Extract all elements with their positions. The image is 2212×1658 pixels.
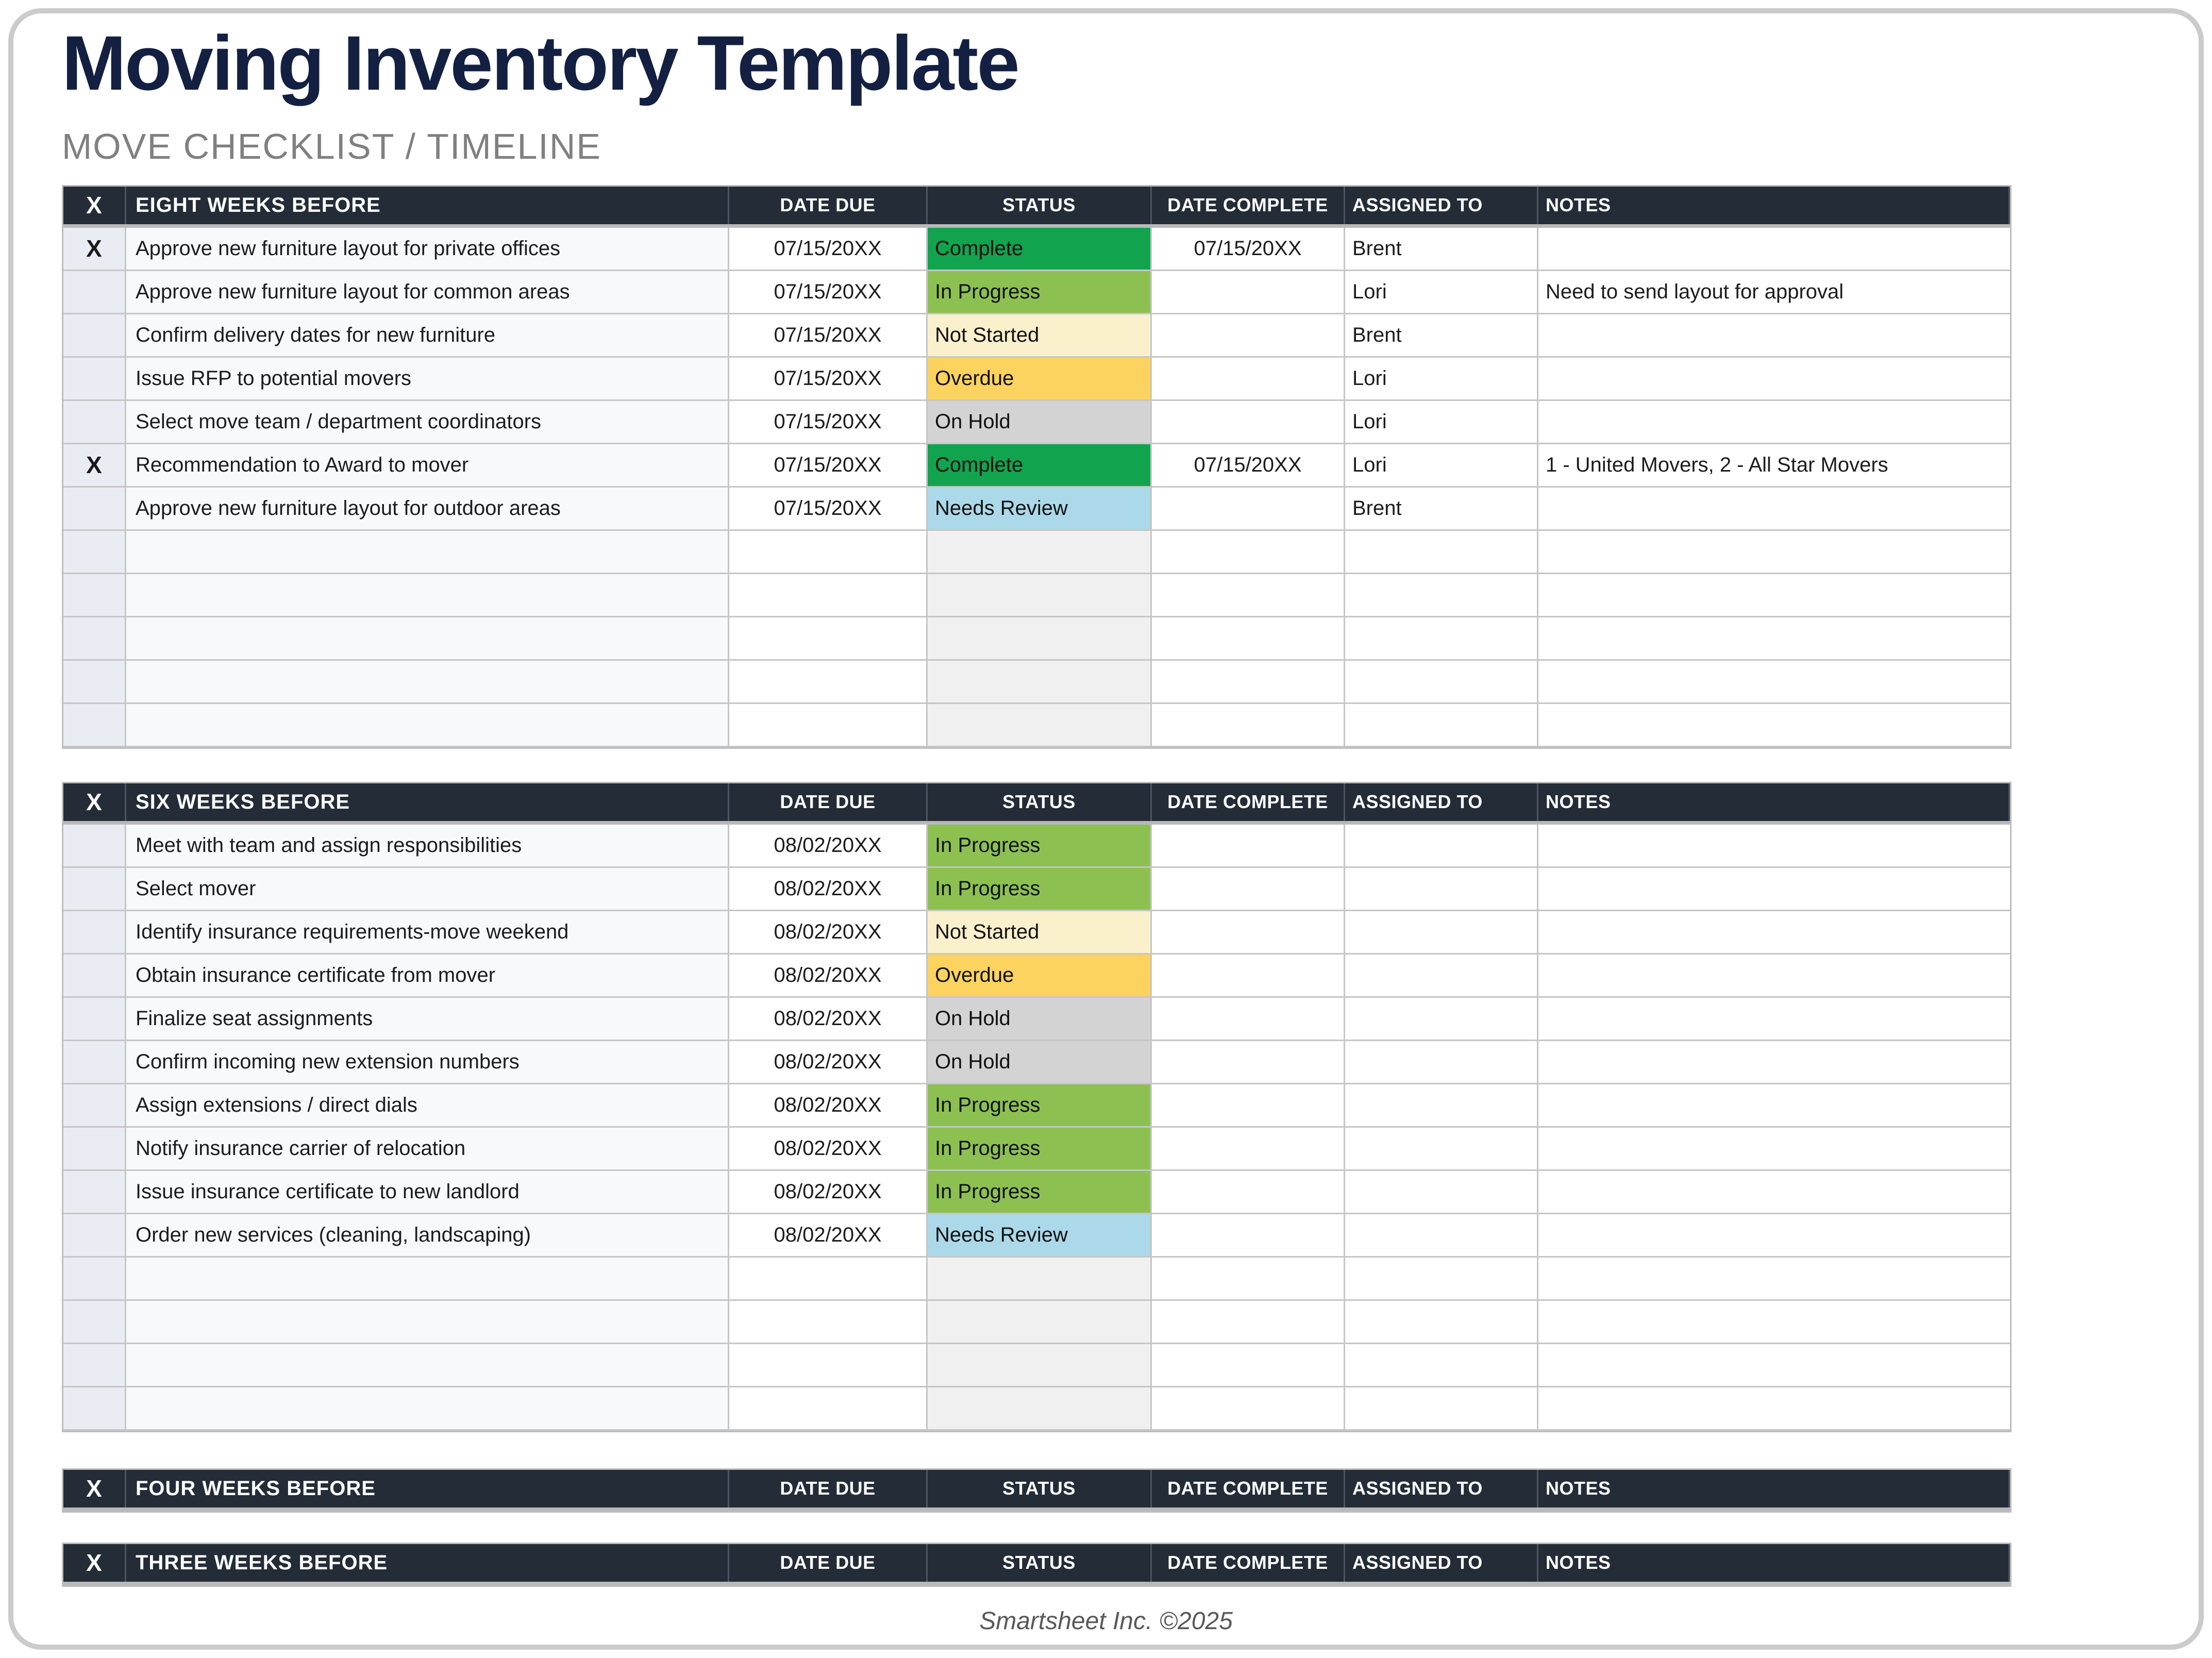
notes-cell[interactable]: [1538, 617, 2010, 661]
status-cell[interactable]: [928, 617, 1152, 661]
date-complete-cell[interactable]: [1152, 401, 1345, 444]
date-complete-cell[interactable]: [1152, 1387, 1345, 1431]
date-due-cell[interactable]: [729, 617, 928, 661]
header-assigned-to: ASSIGNED TO: [1345, 1544, 1538, 1582]
header-status: STATUS: [928, 187, 1152, 224]
section-table-three-weeks-before: [62, 1543, 2012, 1587]
header-x-cell: X: [63, 187, 126, 224]
date-complete-cell[interactable]: [1152, 954, 1345, 998]
row-x-cell[interactable]: [63, 661, 126, 704]
footer-credit: Smartsheet Inc. ©2025: [979, 1607, 1233, 1635]
status-cell[interactable]: Not Started: [928, 911, 1152, 954]
task-cell[interactable]: [126, 661, 729, 704]
row-x-cell[interactable]: [63, 704, 126, 747]
status-cell[interactable]: Overdue: [928, 358, 1152, 401]
task-cell[interactable]: [126, 1387, 729, 1431]
date-due-cell[interactable]: 07/15/20XX: [729, 401, 928, 444]
task-cell[interactable]: Notify insurance carrier of relocation: [126, 1128, 729, 1171]
header-date-due: DATE DUE: [729, 1544, 928, 1582]
date-due-cell[interactable]: 07/15/20XX: [729, 271, 928, 314]
date-complete-cell[interactable]: [1152, 704, 1345, 747]
date-due-cell[interactable]: 08/02/20XX: [729, 1128, 928, 1171]
task-cell[interactable]: Identify insurance requirements-move weekend: [126, 911, 729, 954]
status-cell[interactable]: [928, 531, 1152, 574]
header-date-complete: DATE COMPLETE: [1152, 1544, 1345, 1582]
notes-cell[interactable]: [1538, 314, 2010, 358]
status-cell[interactable]: [928, 1301, 1152, 1344]
assigned-to-cell[interactable]: Lori: [1345, 444, 1538, 488]
row-x-cell[interactable]: [63, 401, 126, 444]
notes-cell[interactable]: [1538, 868, 2010, 911]
status-cell[interactable]: In Progress: [928, 1084, 1152, 1128]
page-subtitle: MOVE CHECKLIST / TIMELINE: [62, 126, 602, 166]
assigned-to-cell[interactable]: [1345, 1214, 1538, 1258]
page-content: [13, 13, 2199, 1587]
date-complete-cell[interactable]: [1152, 868, 1345, 911]
status-cell[interactable]: [928, 1258, 1152, 1301]
notes-cell[interactable]: [1538, 1344, 2010, 1387]
row-x-cell[interactable]: [63, 1258, 126, 1301]
task-cell[interactable]: Select move team / department coordinators: [126, 401, 729, 444]
status-cell[interactable]: [928, 1344, 1152, 1387]
notes-cell[interactable]: [1538, 1387, 2010, 1431]
assigned-to-cell[interactable]: Lori: [1345, 271, 1538, 314]
assigned-to-cell[interactable]: Brent: [1345, 228, 1538, 271]
header-status: STATUS: [928, 1544, 1152, 1582]
notes-cell[interactable]: [1538, 998, 2010, 1041]
row-x-cell[interactable]: [63, 358, 126, 401]
status-cell[interactable]: Needs Review: [928, 488, 1152, 531]
date-complete-cell[interactable]: 07/15/20XX: [1152, 228, 1345, 271]
row-x-cell[interactable]: [63, 271, 126, 314]
date-complete-cell[interactable]: [1152, 1171, 1345, 1214]
header-notes: NOTES: [1538, 1544, 2010, 1582]
status-cell[interactable]: In Progress: [928, 271, 1152, 314]
task-cell[interactable]: Approve new furniture layout for private offices: [126, 228, 729, 271]
task-row: [63, 1171, 2010, 1214]
table-header-row: [63, 187, 2010, 228]
row-x-cell[interactable]: [63, 1301, 126, 1344]
assigned-to-cell[interactable]: [1345, 574, 1538, 617]
header-date-complete: DATE COMPLETE: [1152, 783, 1345, 821]
task-cell[interactable]: Issue insurance certificate to new landlord: [126, 1171, 729, 1214]
assigned-to-cell[interactable]: [1345, 1258, 1538, 1301]
task-cell[interactable]: [126, 531, 729, 574]
date-due-cell[interactable]: 08/02/20XX: [729, 1041, 928, 1084]
status-cell[interactable]: Overdue: [928, 954, 1152, 998]
status-cell[interactable]: [928, 1387, 1152, 1431]
date-due-cell[interactable]: 08/02/20XX: [729, 1084, 928, 1128]
date-complete-cell[interactable]: [1152, 1084, 1345, 1128]
notes-cell[interactable]: [1538, 954, 2010, 998]
notes-cell[interactable]: [1538, 531, 2010, 574]
notes-cell[interactable]: [1538, 574, 2010, 617]
task-cell[interactable]: Approve new furniture layout for common areas: [126, 271, 729, 314]
header-date-due: DATE DUE: [729, 1470, 928, 1508]
status-cell[interactable]: [928, 704, 1152, 747]
status-cell[interactable]: In Progress: [928, 1171, 1152, 1214]
notes-cell[interactable]: [1538, 911, 2010, 954]
date-due-cell[interactable]: [729, 1344, 928, 1387]
date-due-cell[interactable]: 07/15/20XX: [729, 314, 928, 358]
row-x-cell[interactable]: X: [63, 228, 126, 271]
header-notes: NOTES: [1538, 1470, 2010, 1508]
header-assigned-to: ASSIGNED TO: [1345, 187, 1538, 224]
task-row: [63, 825, 2010, 868]
header-date-due: DATE DUE: [729, 187, 928, 224]
date-complete-cell[interactable]: [1152, 998, 1345, 1041]
assigned-to-cell[interactable]: [1345, 1344, 1538, 1387]
assigned-to-cell[interactable]: Brent: [1345, 314, 1538, 358]
date-due-cell[interactable]: 08/02/20XX: [729, 954, 928, 998]
date-complete-cell[interactable]: [1152, 574, 1345, 617]
task-row: [63, 271, 2010, 314]
task-cell[interactable]: Recommendation to Award to mover: [126, 444, 729, 488]
row-x-cell[interactable]: [63, 1041, 126, 1084]
status-cell[interactable]: On Hold: [928, 1041, 1152, 1084]
task-row: [63, 1128, 2010, 1171]
empty-row: [63, 1258, 2010, 1301]
task-row: [63, 314, 2010, 358]
date-due-cell[interactable]: 08/02/20XX: [729, 1171, 928, 1214]
row-x-cell[interactable]: [63, 1171, 126, 1214]
row-x-cell[interactable]: [63, 488, 126, 531]
notes-cell[interactable]: 1 - United Movers, 2 - All Star Movers: [1538, 444, 2010, 488]
date-due-cell[interactable]: [729, 1301, 928, 1344]
empty-row: [63, 574, 2010, 617]
table-header-row: [63, 783, 2010, 825]
status-cell[interactable]: On Hold: [928, 401, 1152, 444]
assigned-to-cell[interactable]: Lori: [1345, 358, 1538, 401]
header-assigned-to: ASSIGNED TO: [1345, 1470, 1538, 1508]
task-cell[interactable]: [126, 1344, 729, 1387]
date-due-cell[interactable]: [729, 661, 928, 704]
assigned-to-cell[interactable]: [1345, 825, 1538, 868]
status-cell[interactable]: In Progress: [928, 825, 1152, 868]
header-date-due: DATE DUE: [729, 783, 928, 821]
date-complete-cell[interactable]: [1152, 531, 1345, 574]
task-cell[interactable]: Issue RFP to potential movers: [126, 358, 729, 401]
row-x-cell[interactable]: [63, 911, 126, 954]
row-x-cell[interactable]: [63, 1128, 126, 1171]
assigned-to-cell[interactable]: [1345, 1128, 1538, 1171]
assigned-to-cell[interactable]: [1345, 911, 1538, 954]
row-x-cell[interactable]: [63, 1214, 126, 1258]
date-complete-cell[interactable]: [1152, 358, 1345, 401]
task-cell[interactable]: Confirm incoming new extension numbers: [126, 1041, 729, 1084]
header-x-cell: X: [63, 1544, 126, 1582]
task-cell[interactable]: Confirm delivery dates for new furniture: [126, 314, 729, 358]
page-card: [8, 8, 2204, 1650]
task-cell[interactable]: [126, 704, 729, 747]
task-row: [63, 868, 2010, 911]
notes-cell[interactable]: [1538, 401, 2010, 444]
tables-container: [62, 185, 2199, 1587]
status-cell[interactable]: On Hold: [928, 998, 1152, 1041]
table-header-row: [63, 1470, 2010, 1511]
date-complete-cell[interactable]: 07/15/20XX: [1152, 444, 1345, 488]
date-due-cell[interactable]: 07/15/20XX: [729, 444, 928, 488]
date-due-cell[interactable]: 08/02/20XX: [729, 825, 928, 868]
empty-row: [63, 1344, 2010, 1387]
header-assigned-to: ASSIGNED TO: [1345, 783, 1538, 821]
assigned-to-cell[interactable]: [1345, 868, 1538, 911]
assigned-to-cell[interactable]: [1345, 1387, 1538, 1431]
notes-cell[interactable]: [1538, 1301, 2010, 1344]
task-row: [63, 358, 2010, 401]
status-cell[interactable]: Complete: [928, 444, 1152, 488]
task-row: [63, 1041, 2010, 1084]
notes-cell[interactable]: [1538, 228, 2010, 271]
empty-row: [63, 531, 2010, 574]
empty-row: [63, 1387, 2010, 1431]
section-table-four-weeks-before: [62, 1468, 2012, 1513]
assigned-to-cell[interactable]: [1345, 954, 1538, 998]
notes-cell[interactable]: [1538, 661, 2010, 704]
date-due-cell[interactable]: 07/15/20XX: [729, 228, 928, 271]
header-x-cell: X: [63, 783, 126, 821]
date-complete-cell[interactable]: [1152, 314, 1345, 358]
empty-row: [63, 661, 2010, 704]
task-row: [63, 1214, 2010, 1258]
task-cell[interactable]: [126, 1258, 729, 1301]
section-title-cell: THREE WEEKS BEFORE: [126, 1544, 729, 1582]
notes-cell[interactable]: [1538, 1258, 2010, 1301]
assigned-to-cell[interactable]: [1345, 661, 1538, 704]
assigned-to-cell[interactable]: [1345, 1171, 1538, 1214]
date-complete-cell[interactable]: [1152, 911, 1345, 954]
task-cell[interactable]: [126, 617, 729, 661]
notes-cell[interactable]: [1538, 1084, 2010, 1128]
date-complete-cell[interactable]: [1152, 617, 1345, 661]
notes-cell[interactable]: [1538, 1171, 2010, 1214]
task-cell[interactable]: Select mover: [126, 868, 729, 911]
status-cell[interactable]: [928, 574, 1152, 617]
date-complete-cell[interactable]: [1152, 271, 1345, 314]
date-due-cell[interactable]: 08/02/20XX: [729, 998, 928, 1041]
row-x-cell[interactable]: [63, 574, 126, 617]
task-cell[interactable]: Obtain insurance certificate from mover: [126, 954, 729, 998]
header-date-complete: DATE COMPLETE: [1152, 1470, 1345, 1508]
empty-row: [63, 617, 2010, 661]
task-cell[interactable]: Finalize seat assignments: [126, 998, 729, 1041]
assigned-to-cell[interactable]: [1345, 617, 1538, 661]
date-complete-cell[interactable]: [1152, 488, 1345, 531]
section-table-eight-weeks-before: [62, 185, 2012, 749]
task-row: [63, 998, 2010, 1041]
date-complete-cell[interactable]: [1152, 1041, 1345, 1084]
date-due-cell[interactable]: [729, 1387, 928, 1431]
empty-row: [63, 704, 2010, 747]
section-title-cell: FOUR WEEKS BEFORE: [126, 1470, 729, 1508]
date-due-cell[interactable]: [729, 704, 928, 747]
task-row: [63, 911, 2010, 954]
notes-cell[interactable]: [1538, 488, 2010, 531]
row-x-cell[interactable]: [63, 314, 126, 358]
header-notes: NOTES: [1538, 783, 2010, 821]
row-x-cell[interactable]: [63, 1344, 126, 1387]
date-complete-cell[interactable]: [1152, 1214, 1345, 1258]
status-cell[interactable]: Not Started: [928, 314, 1152, 358]
row-x-cell[interactable]: [63, 1387, 126, 1431]
task-row: [63, 488, 2010, 531]
header-status: STATUS: [928, 1470, 1152, 1508]
header-date-complete: DATE COMPLETE: [1152, 187, 1345, 224]
section-table-six-weeks-before: [62, 782, 2012, 1432]
date-due-cell[interactable]: 08/02/20XX: [729, 868, 928, 911]
assigned-to-cell[interactable]: Lori: [1345, 401, 1538, 444]
task-row: [63, 444, 2010, 488]
assigned-to-cell[interactable]: [1345, 998, 1538, 1041]
date-due-cell[interactable]: 07/15/20XX: [729, 488, 928, 531]
notes-cell[interactable]: [1538, 704, 2010, 747]
task-cell[interactable]: [126, 1301, 729, 1344]
date-due-cell[interactable]: [729, 531, 928, 574]
task-row: [63, 954, 2010, 998]
task-cell[interactable]: Order new services (cleaning, landscaping): [126, 1214, 729, 1258]
row-x-cell[interactable]: [63, 998, 126, 1041]
task-cell[interactable]: Meet with team and assign responsibilities: [126, 825, 729, 868]
date-complete-cell[interactable]: [1152, 1344, 1345, 1387]
row-x-cell[interactable]: [63, 868, 126, 911]
row-x-cell[interactable]: [63, 954, 126, 998]
date-complete-cell[interactable]: [1152, 825, 1345, 868]
row-x-cell[interactable]: [63, 531, 126, 574]
section-title-cell: EIGHT WEEKS BEFORE: [126, 187, 729, 224]
status-cell[interactable]: In Progress: [928, 1128, 1152, 1171]
task-row: [63, 401, 2010, 444]
assigned-to-cell[interactable]: [1345, 1301, 1538, 1344]
date-complete-cell[interactable]: [1152, 1258, 1345, 1301]
status-cell[interactable]: Complete: [928, 228, 1152, 271]
task-row: [63, 1084, 2010, 1128]
notes-cell[interactable]: [1538, 1041, 2010, 1084]
assigned-to-cell[interactable]: [1345, 531, 1538, 574]
date-complete-cell[interactable]: [1152, 1301, 1345, 1344]
page-title: Moving Inventory Template: [62, 20, 1018, 106]
assigned-to-cell[interactable]: [1345, 1041, 1538, 1084]
task-cell[interactable]: Assign extensions / direct dials: [126, 1084, 729, 1128]
task-cell[interactable]: [126, 574, 729, 617]
notes-cell[interactable]: [1538, 1128, 2010, 1171]
notes-cell[interactable]: Need to send layout for approval: [1538, 271, 2010, 314]
table-header-row: [63, 1544, 2010, 1585]
assigned-to-cell[interactable]: [1345, 1084, 1538, 1128]
date-complete-cell[interactable]: [1152, 1128, 1345, 1171]
task-row: [63, 228, 2010, 271]
row-x-cell[interactable]: [63, 1084, 126, 1128]
status-cell[interactable]: [928, 661, 1152, 704]
section-title-cell: SIX WEEKS BEFORE: [126, 783, 729, 821]
notes-cell[interactable]: [1538, 358, 2010, 401]
date-due-cell[interactable]: 08/02/20XX: [729, 911, 928, 954]
date-complete-cell[interactable]: [1152, 661, 1345, 704]
header-status: STATUS: [928, 783, 1152, 821]
header-x-cell: X: [63, 1470, 126, 1508]
row-x-cell[interactable]: [63, 825, 126, 868]
assigned-to-cell[interactable]: Brent: [1345, 488, 1538, 531]
notes-cell[interactable]: [1538, 825, 2010, 868]
notes-cell[interactable]: [1538, 1214, 2010, 1258]
task-cell[interactable]: Approve new furniture layout for outdoor areas: [126, 488, 729, 531]
status-cell[interactable]: In Progress: [928, 868, 1152, 911]
date-due-cell[interactable]: [729, 1258, 928, 1301]
assigned-to-cell[interactable]: [1345, 704, 1538, 747]
header-notes: NOTES: [1538, 187, 2010, 224]
status-cell[interactable]: Needs Review: [928, 1214, 1152, 1258]
empty-row: [63, 1301, 2010, 1344]
date-due-cell[interactable]: 08/02/20XX: [729, 1214, 928, 1258]
row-x-cell[interactable]: [63, 617, 126, 661]
date-due-cell[interactable]: [729, 574, 928, 617]
row-x-cell[interactable]: X: [63, 444, 126, 488]
date-due-cell[interactable]: 07/15/20XX: [729, 358, 928, 401]
